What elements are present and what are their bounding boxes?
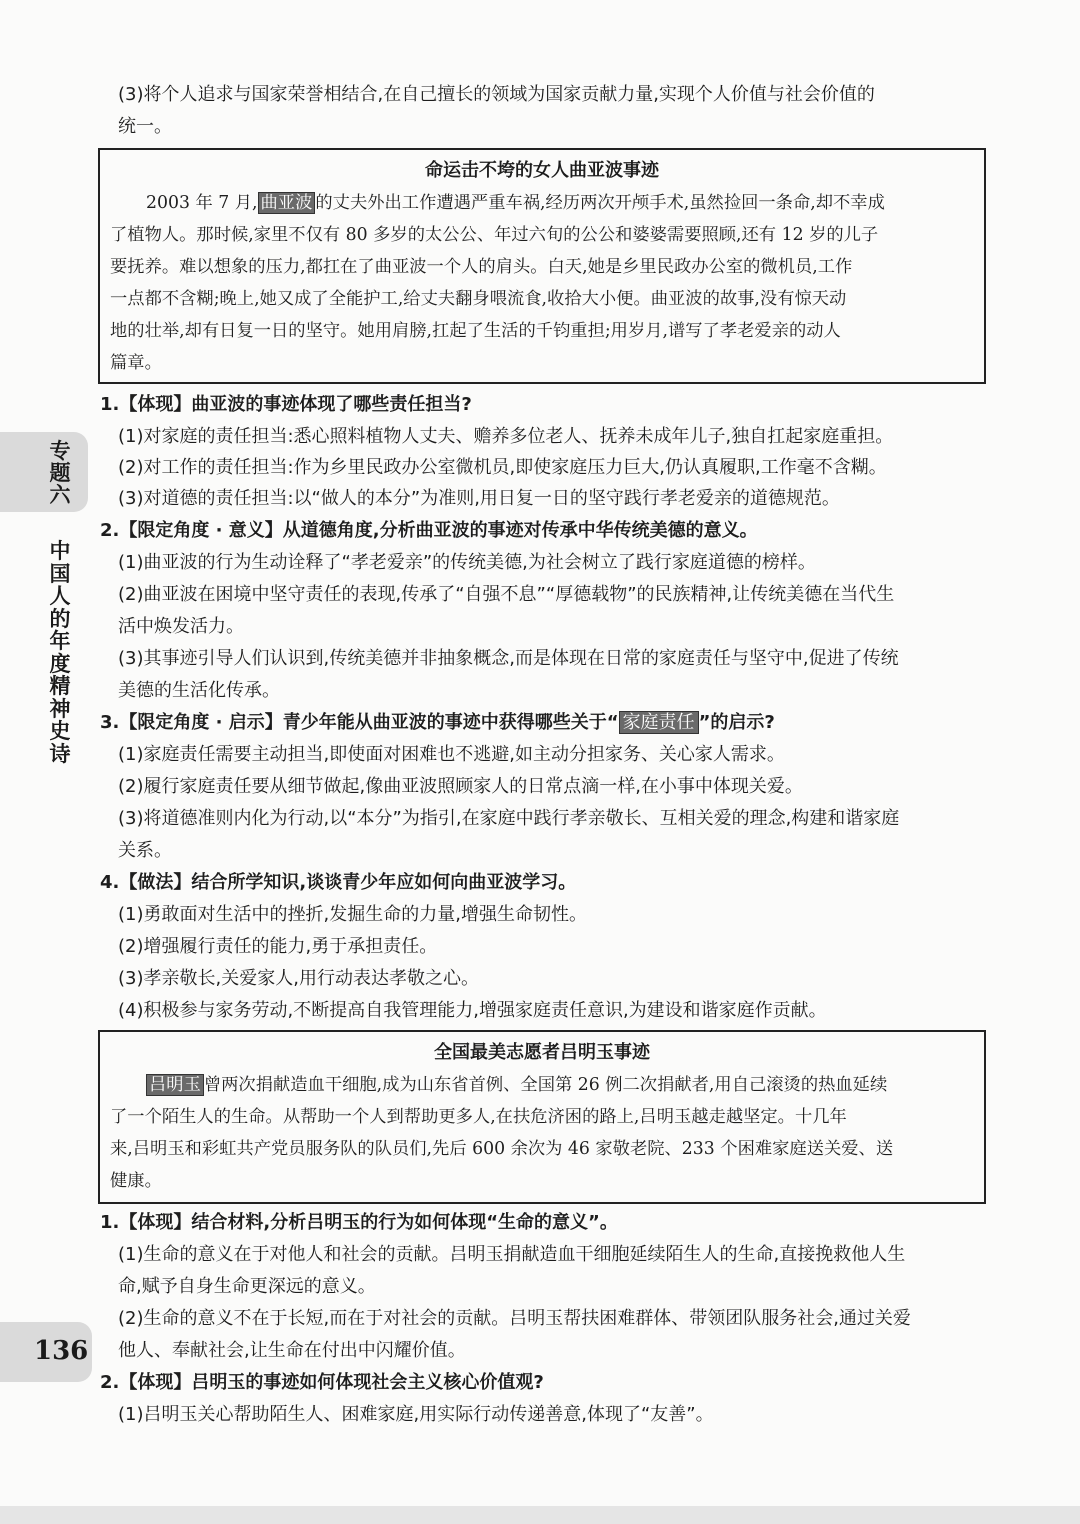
question-title: 4.【做法】结合所学知识,谈谈青少年应如何向曲亚波学习。	[100, 872, 577, 893]
question-title: 2.【体现】吕明玉的事迹如何体现社会主义核心价值观?	[100, 1372, 544, 1393]
answer-line: (2)生命的意义不在于长短,而在于对社会的贡献。吕明玉帮扶困难群体、带领团队服务社会,通过关爱	[118, 1308, 911, 1329]
answer-line: 活中焕发活力。	[118, 616, 244, 637]
question-title	[100, 708, 775, 738]
answer-line: 关系。	[118, 840, 172, 861]
answer-line: (2)曲亚波在困境中坚守责任的表现,传承了“自强不息”“厚德载物”的民族精神,让传统美德在当代生	[118, 584, 895, 605]
answer-line: (1)家庭责任需要主动担当,即使面对困难也不逃避,如主动分担家务、关心家人需求。	[118, 744, 785, 765]
intro-line: 统一。	[118, 116, 172, 137]
story-box-qu-yabo	[98, 148, 986, 384]
page-number-tab	[0, 1322, 92, 1382]
answer-line: (3)孝亲敬长,关爱家人,用行动表达孝敬之心。	[118, 968, 479, 989]
page-bottom-edge	[0, 1506, 1080, 1524]
box-line: 篇章。	[110, 353, 162, 373]
answer-line: (1)吕明玉关心帮助陌生人、困难家庭,用实际行动传递善意,体现了“友善”。	[118, 1404, 714, 1425]
question-title-text: 3.【限定角度 · 启示】青少年能从曲亚波的事迹中获得哪些关于“	[100, 712, 619, 733]
answer-line: 他人、奉献社会,让生命在付出中闪耀价值。	[118, 1340, 466, 1361]
box-line: 来,吕明玉和彩虹共产党员服务队的队员们,先后 600 余次为 46 家敬老院、233 个困难家庭送关爱、送	[110, 1139, 894, 1159]
box-text: 2003 年 7 月,	[146, 193, 258, 213]
story-box-lv-mingyu	[98, 1030, 986, 1204]
answer-line: (1)生命的意义在于对他人和社会的贡献。吕明玉捐献造血干细胞延续陌生人的生命,直接挽救他人生	[118, 1244, 906, 1265]
box-line: 一点都不含糊;晚上,她又成了全能护工,给丈夫翻身喂流食,收拾大小便。曲亚波的故事,没有惊天动	[110, 289, 847, 309]
answer-line: 美德的生活化传承。	[118, 680, 280, 701]
answer-line: (1)对家庭的责任担当:悉心照料植物人丈夫、赡养多位老人、抚养未成年儿子,独自扛起家庭重担。	[118, 426, 894, 447]
box-title: 命运击不垮的女人曲亚波事迹	[425, 160, 659, 181]
answer-line: (3)其事迹引导人们认识到,传统美德并非抽象概念,而是体现在日常的家庭责任与坚守中,促进了传统	[118, 648, 899, 669]
question-title: 1.【体现】结合材料,分析吕明玉的行为如何体现“生命的意义”。	[100, 1212, 618, 1233]
answer-line: (4)积极参与家务劳动,不断提高自我管理能力,增强家庭责任意识,为建设和谐家庭作贡献。	[118, 1000, 827, 1021]
box-text: 的丈夫外出工作遭遇严重车祸,经历两次开颅手术,虽然捡回一条命,却不幸成	[315, 193, 885, 213]
box-line: 地的壮举,却有日复一日的坚守。她用肩膀,扛起了生活的千钧重担;用岁月,谱写了孝老爱亲的动人	[110, 321, 841, 341]
page-number: 136	[34, 1336, 89, 1366]
question-title: 1.【体现】曲亚波的事迹体现了哪些责任担当?	[100, 394, 472, 415]
intro-line: (3)将个人追求与国家荣誉相结合,在自己擅长的领域为国家贡献力量,实现个人价值与社会价值的	[118, 84, 875, 105]
chapter-tab	[0, 432, 88, 512]
box-text: 曾两次捐献造血干细胞,成为山东省首例、全国第 26 例二次捐献者,用自己滚烫的热血延续	[203, 1075, 888, 1095]
name-highlight: 吕明玉	[146, 1074, 204, 1096]
answer-line: (2)对工作的责任担当:作为乡里民政办公室微机员,即使家庭压力巨大,仍认真履职,工作毫不含糊。	[118, 457, 887, 478]
question-title: 2.【限定角度 · 意义】从道德角度,分析曲亚波的事迹对传承中华传统美德的意义。	[100, 520, 758, 541]
chapter-subtitle: 中国人的年度精神史诗	[49, 539, 71, 766]
box-line	[146, 188, 885, 218]
box-title: 全国最美志愿者吕明玉事迹	[434, 1042, 650, 1063]
box-line: 了植物人。那时候,家里不仅有 80 多岁的太公公、年过六旬的公公和婆婆需要照顾,还有 12 岁的儿子	[110, 225, 879, 245]
box-line	[146, 1070, 887, 1100]
answer-line: (1)勇敢面对生活中的挫折,发掘生命的力量,增强生命韧性。	[118, 904, 587, 925]
answer-line: (2)履行家庭责任要从细节做起,像曲亚波照顾家人的日常点滴一样,在小事中体现关爱。	[118, 776, 803, 797]
chapter-label: 专题六	[49, 439, 71, 507]
answer-line: 命,赋予自身生命更深远的意义。	[118, 1276, 376, 1297]
name-highlight: 曲亚波	[258, 192, 316, 214]
answer-line: (3)对道德的责任担当:以“做人的本分”为准则,用日复一日的坚守践行孝老爱亲的道德规范。	[118, 488, 840, 509]
answer-line: (3)将道德准则内化为行动,以“本分”为指引,在家庭中践行孝亲敬长、互相关爱的理念,构建和谐家庭	[118, 808, 900, 829]
box-line: 健康。	[110, 1171, 162, 1191]
keyword-highlight: 家庭责任	[619, 711, 699, 734]
answer-line: (2)增强履行责任的能力,勇于承担责任。	[118, 936, 438, 957]
box-line: 了一个陌生人的生命。从帮助一个人到帮助更多人,在扶危济困的路上,吕明玉越走越坚定。十几年	[110, 1107, 847, 1127]
question-title-text: ”的启示?	[698, 712, 775, 733]
answer-line: (1)曲亚波的行为生动诠释了“孝老爱亲”的传统美德,为社会树立了践行家庭道德的榜样。	[118, 552, 816, 573]
box-line: 要抚养。难以想象的压力,都扛在了曲亚波一个人的肩头。白天,她是乡里民政办公室的微机员,工作	[110, 257, 853, 277]
